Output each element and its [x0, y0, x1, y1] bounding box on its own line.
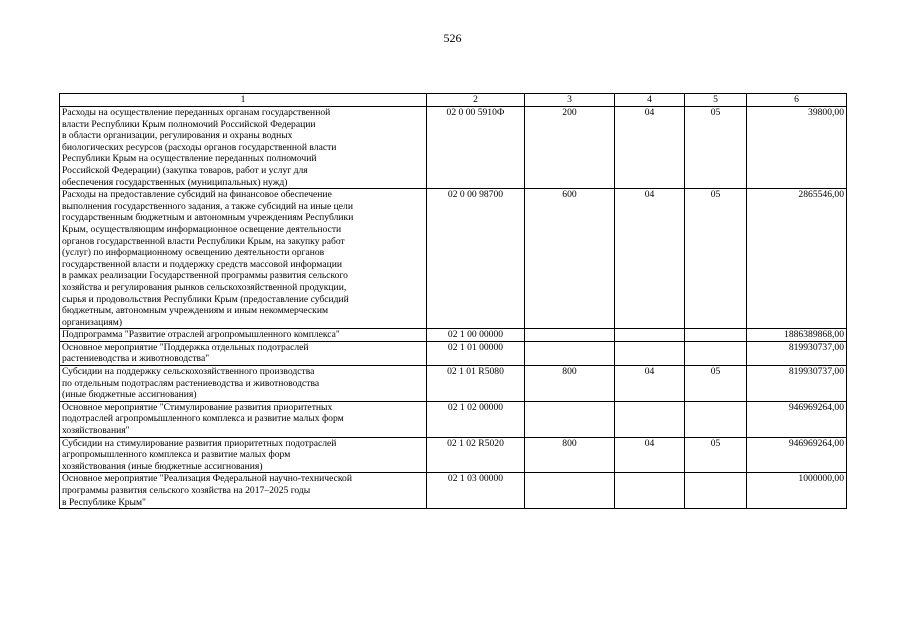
code-cell: 02 1 01 R5080 — [427, 366, 525, 402]
table-row — [60, 366, 847, 402]
row-name-line: Расходы на осуществление переданных органам государственной — [62, 107, 331, 118]
column-header: 2 — [427, 94, 525, 107]
row-name-line: Субсидии на поддержку сельскохозяйственного производства — [62, 366, 315, 378]
column-header: 1 — [60, 94, 427, 107]
subsection-cell — [685, 329, 747, 342]
row-name-line: власти Республики Крым полномочий Российской Федерации — [62, 118, 316, 130]
row-name-cell — [60, 366, 427, 402]
expense-type-cell: 800 — [525, 437, 615, 473]
row-name-line: биологических ресурсов (расходы органов государственной власти — [62, 141, 337, 153]
section-cell: 04 — [615, 189, 685, 329]
row-name-line: государственной власти и поддержку средств массовой информации — [62, 258, 342, 270]
section-cell — [615, 401, 685, 437]
row-name-line: в рамках реализации Государственной программы развития сельского — [62, 270, 348, 282]
amount-cell: 39800,00 — [747, 107, 847, 189]
amount-cell: 946969264,00 — [747, 401, 847, 437]
page-number: 526 — [443, 31, 462, 45]
row-name-line: по отдельным подотраслям растениеводства и животноводства — [62, 377, 320, 389]
column-header: 5 — [685, 94, 747, 107]
table-row — [60, 107, 847, 189]
row-name-line: (иные бюджетные ассигнования) — [62, 389, 197, 401]
row-name-line: программы развития сельского хозяйства на 2017–2025 годы — [62, 485, 311, 496]
expense-type-cell — [525, 329, 615, 342]
code-cell: 02 1 01 00000 — [427, 341, 525, 365]
subsection-cell — [685, 401, 747, 437]
row-name-line: Расходы на предоставление субсидий на финансовое обеспечение — [62, 189, 332, 201]
code-cell: 02 1 02 R5020 — [427, 437, 525, 473]
row-name-line: Субсидии на стимулирование развития приоритетных подотраслей — [62, 437, 337, 449]
expense-type-cell: 200 — [525, 107, 615, 189]
table-header-row — [60, 94, 847, 107]
code-cell: 02 1 02 00000 — [427, 401, 525, 437]
row-name-line: Основное мероприятие "Реализация Федеральной научно-технической — [62, 473, 352, 485]
row-name-line: государственным бюджетным и автономным учреждениям Республики — [62, 212, 354, 224]
expense-type-cell — [525, 341, 615, 365]
subsection-cell: 05 — [685, 437, 747, 473]
subsection-cell: 05 — [685, 366, 747, 402]
subsection-cell — [685, 341, 747, 365]
row-name-line: Республики Крым на осуществление переданных полномочий — [62, 153, 317, 165]
row-name-line: в области организации, регулирования и охраны водных — [62, 130, 293, 142]
row-name-line: хозяйствования (иные бюджетные ассигнования) — [62, 460, 263, 472]
row-name-line: хозяйствования" — [62, 425, 130, 437]
row-name-line: организациям) — [62, 316, 123, 328]
column-header: 3 — [525, 94, 615, 107]
subsection-cell: 05 — [685, 189, 747, 329]
table-row — [60, 329, 847, 342]
row-name-line: Подпрограмма "Развитие отраслей агропромышленного комплекса" — [62, 329, 340, 341]
row-name-line: Российской Федерации) (закупка товаров, работ и услуг для — [62, 164, 308, 176]
row-name-cell — [60, 189, 427, 329]
subsection-cell — [685, 473, 747, 509]
section-cell: 04 — [615, 437, 685, 473]
subsection-cell: 05 — [685, 107, 747, 189]
expense-type-cell: 600 — [525, 189, 615, 329]
row-name-line: Крым, осуществляющим информационное освещение деятельности — [62, 223, 342, 235]
table-row — [60, 341, 847, 365]
budget-table — [59, 93, 847, 509]
row-name-cell — [60, 341, 427, 365]
row-name-cell — [60, 437, 427, 473]
section-cell — [615, 341, 685, 365]
section-cell — [615, 473, 685, 509]
row-name-line: обеспечения государственных (муниципальных) нужд) — [62, 176, 288, 188]
row-name-line: (услуг) по информационному освещению деятельности органов — [62, 247, 325, 259]
code-cell: 02 1 03 00000 — [427, 473, 525, 509]
amount-cell: 819930737,00 — [747, 341, 847, 365]
code-cell: 02 0 00 5910Ф — [427, 107, 525, 189]
expense-type-cell — [525, 473, 615, 509]
row-name-line: Основное мероприятие "Стимулирование развития приоритетных — [62, 401, 333, 413]
row-name-line: агропромышленного комплекса и развитие малых форм — [62, 449, 291, 461]
section-cell: 04 — [615, 107, 685, 189]
row-name-cell — [60, 401, 427, 437]
row-name-line: бюджетным, автономным учреждениям и иным некоммерческим — [62, 305, 329, 317]
column-header: 6 — [747, 94, 847, 107]
row-name-line: в Республике Крым" — [62, 496, 146, 508]
section-cell: 04 — [615, 366, 685, 402]
expense-type-cell — [525, 401, 615, 437]
column-header: 4 — [615, 94, 685, 107]
section-cell — [615, 329, 685, 342]
amount-cell: 819930737,00 — [747, 366, 847, 402]
expense-type-cell: 800 — [525, 366, 615, 402]
row-name-line: хозяйства и регулирования рынков сельскохозяйственной продукции, — [62, 281, 347, 293]
table-row — [60, 401, 847, 437]
amount-cell: 946969264,00 — [747, 437, 847, 473]
row-name-line: подотраслей агропромышленного комплекса и развитие малых форм — [62, 413, 344, 425]
amount-cell: 2865546,00 — [747, 189, 847, 329]
code-cell: 02 1 00 00000 — [427, 329, 525, 342]
row-name-line: органов государственной власти Республики Крым, на закупку работ — [62, 235, 345, 247]
table-row — [60, 437, 847, 473]
table-row — [60, 473, 847, 509]
row-name-cell — [60, 473, 427, 509]
row-name-line: сырья и продовольствия Республики Крым (предоставление субсидий — [62, 293, 349, 305]
table-row — [60, 189, 847, 329]
amount-cell: 1000000,00 — [747, 473, 847, 509]
row-name-cell — [60, 107, 427, 189]
row-name-line: Основное мероприятие "Поддержка отдельных подотраслей — [62, 341, 309, 353]
amount-cell: 1886389868,00 — [747, 329, 847, 342]
row-name-cell — [60, 329, 427, 342]
row-name-line: выполнения государственного задания, а также субсидий на иные цели — [62, 200, 353, 212]
code-cell: 02 0 00 98700 — [427, 189, 525, 329]
row-name-line: растениеводства и животноводства" — [62, 353, 210, 365]
